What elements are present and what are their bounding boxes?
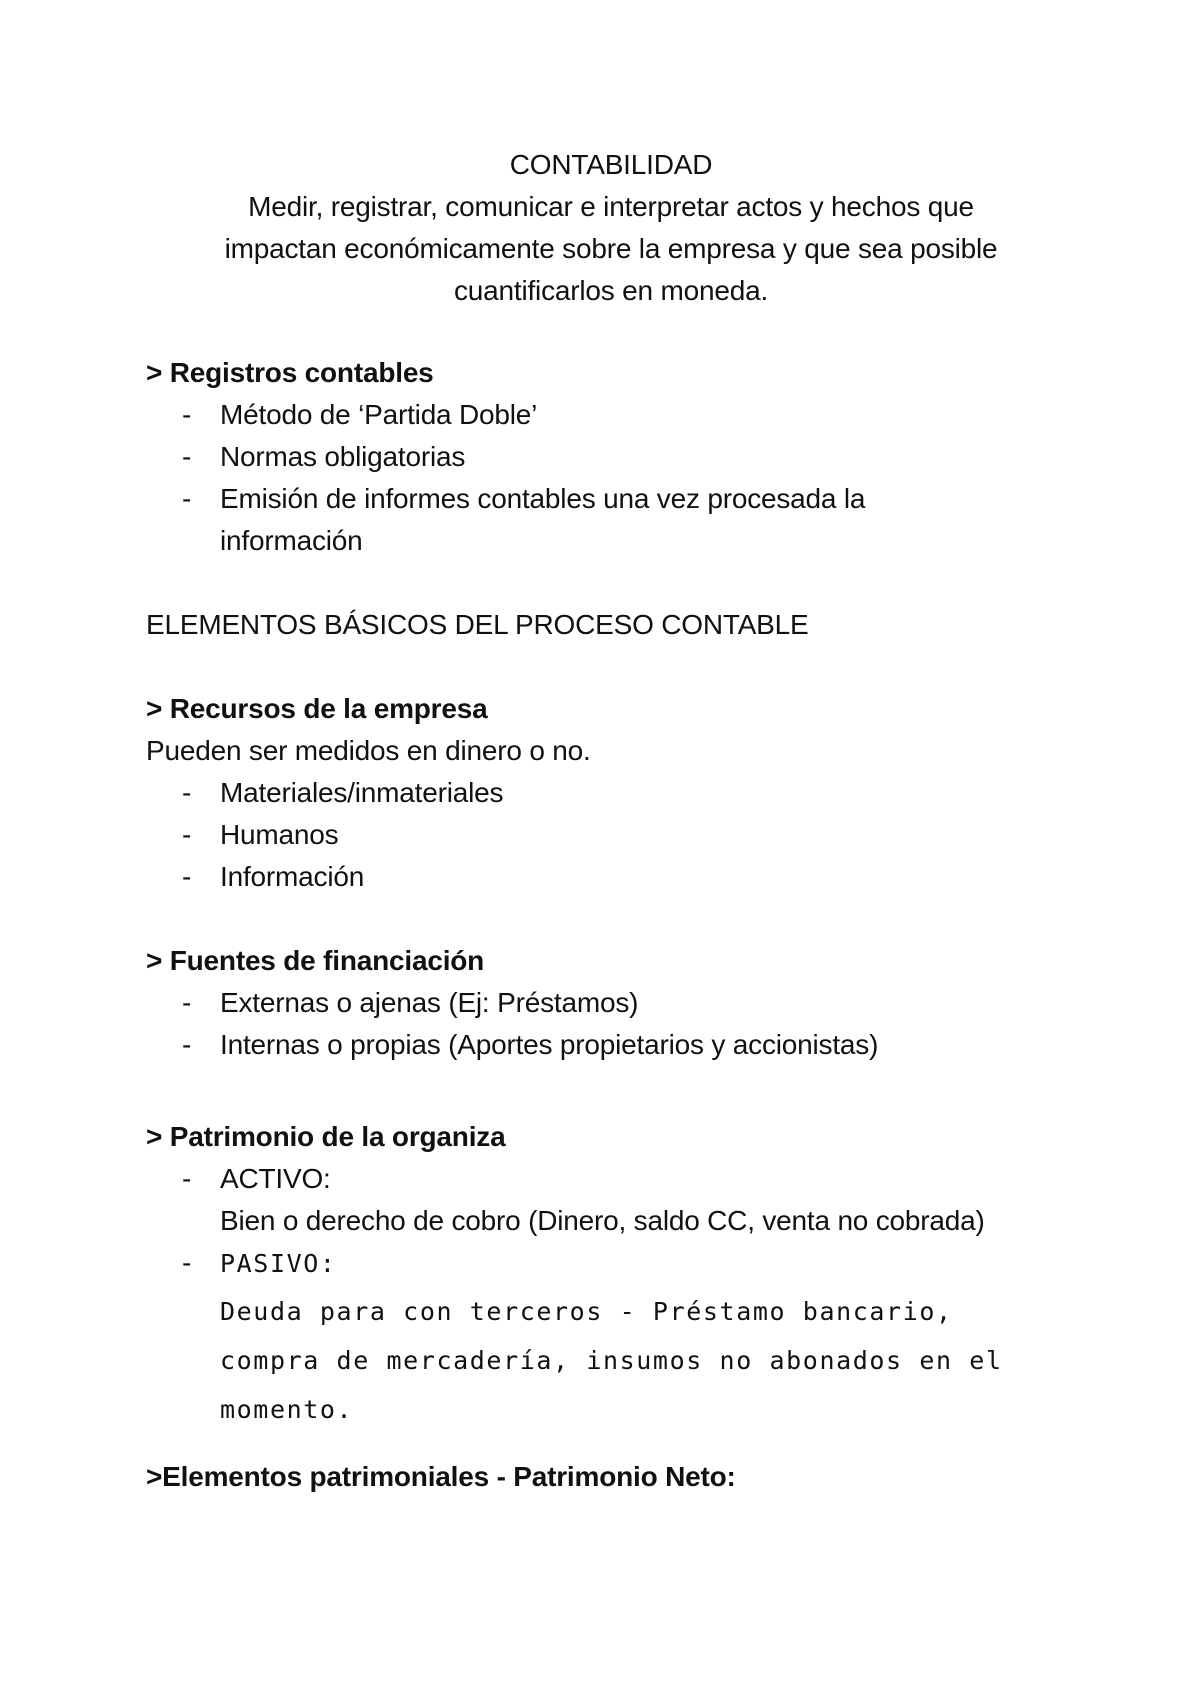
dash-bullet: -	[182, 1029, 192, 1060]
dash-bullet: -	[182, 987, 192, 1018]
dash-bullet: -	[182, 861, 192, 892]
list-item: - Humanos	[146, 814, 1076, 856]
definition-line: cuantificarlos en moneda.	[453, 275, 769, 306]
list-item: - Normas obligatorias	[146, 436, 1076, 478]
fuentes-list	[146, 982, 1076, 1066]
dash-bullet: -	[182, 441, 192, 472]
section-heading-fuentes: > Fuentes de financiación	[146, 945, 485, 976]
section-heading-elementos: ELEMENTOS BÁSICOS DEL PROCESO CONTABLE	[146, 609, 809, 640]
registros-list	[146, 394, 1076, 562]
list-item-continuation: información	[220, 525, 363, 556]
document-title: CONTABILIDAD	[509, 149, 713, 180]
list-item: - Método de ‘Partida Doble’	[146, 394, 1076, 436]
dash-bullet: -	[182, 1247, 192, 1278]
dash-bullet: -	[182, 483, 192, 514]
section-heading-recursos: > Recursos de la empresa	[146, 693, 488, 724]
recursos-list	[146, 772, 1076, 898]
list-item: - Información	[146, 856, 1076, 898]
definition-line: Medir, registrar, comunicar e interpretar actos y hechos que	[248, 191, 974, 222]
list-item-activo: - ACTIVO:	[146, 1158, 1076, 1200]
section-heading-registros: > Registros contables	[146, 357, 434, 388]
document-content	[146, 144, 1076, 1498]
pasivo-line: momento.	[220, 1395, 354, 1424]
list-item: - Materiales/inmateriales	[146, 772, 1076, 814]
title-block	[146, 144, 1076, 312]
dash-bullet: -	[182, 399, 192, 430]
dash-bullet: -	[182, 777, 192, 808]
list-item-pasivo: - PASIVO:	[146, 1242, 1076, 1285]
patrimonio-list	[146, 1158, 1076, 1285]
dash-bullet: -	[182, 819, 192, 850]
section-heading-elementos-patrimoniales: >Elementos patrimoniales - Patrimonio Neto:	[146, 1461, 736, 1492]
pasivo-line: Deuda para con terceros - Préstamo bancario,	[220, 1297, 953, 1326]
list-item: - Internas o propias (Aportes propietarios y accionistas)	[146, 1024, 1076, 1066]
list-item-continuation: Bien o derecho de cobro (Dinero, saldo CC, venta no cobrada)	[220, 1205, 985, 1236]
recursos-intro: Pueden ser medidos en dinero o no.	[146, 735, 591, 766]
pasivo-line: compra de mercadería, insumos no abonados en el	[220, 1346, 1003, 1375]
definition-line: impactan económicamente sobre la empresa y que sea posible	[224, 233, 998, 264]
list-item: - Externas o ajenas (Ej: Préstamos)	[146, 982, 1076, 1024]
list-item: - Emisión de informes contables una vez procesada la	[146, 478, 1076, 520]
section-heading-patrimonio: > Patrimonio de la organiza	[146, 1121, 506, 1152]
dash-bullet: -	[182, 1163, 192, 1194]
pasivo-description	[146, 1287, 1076, 1434]
